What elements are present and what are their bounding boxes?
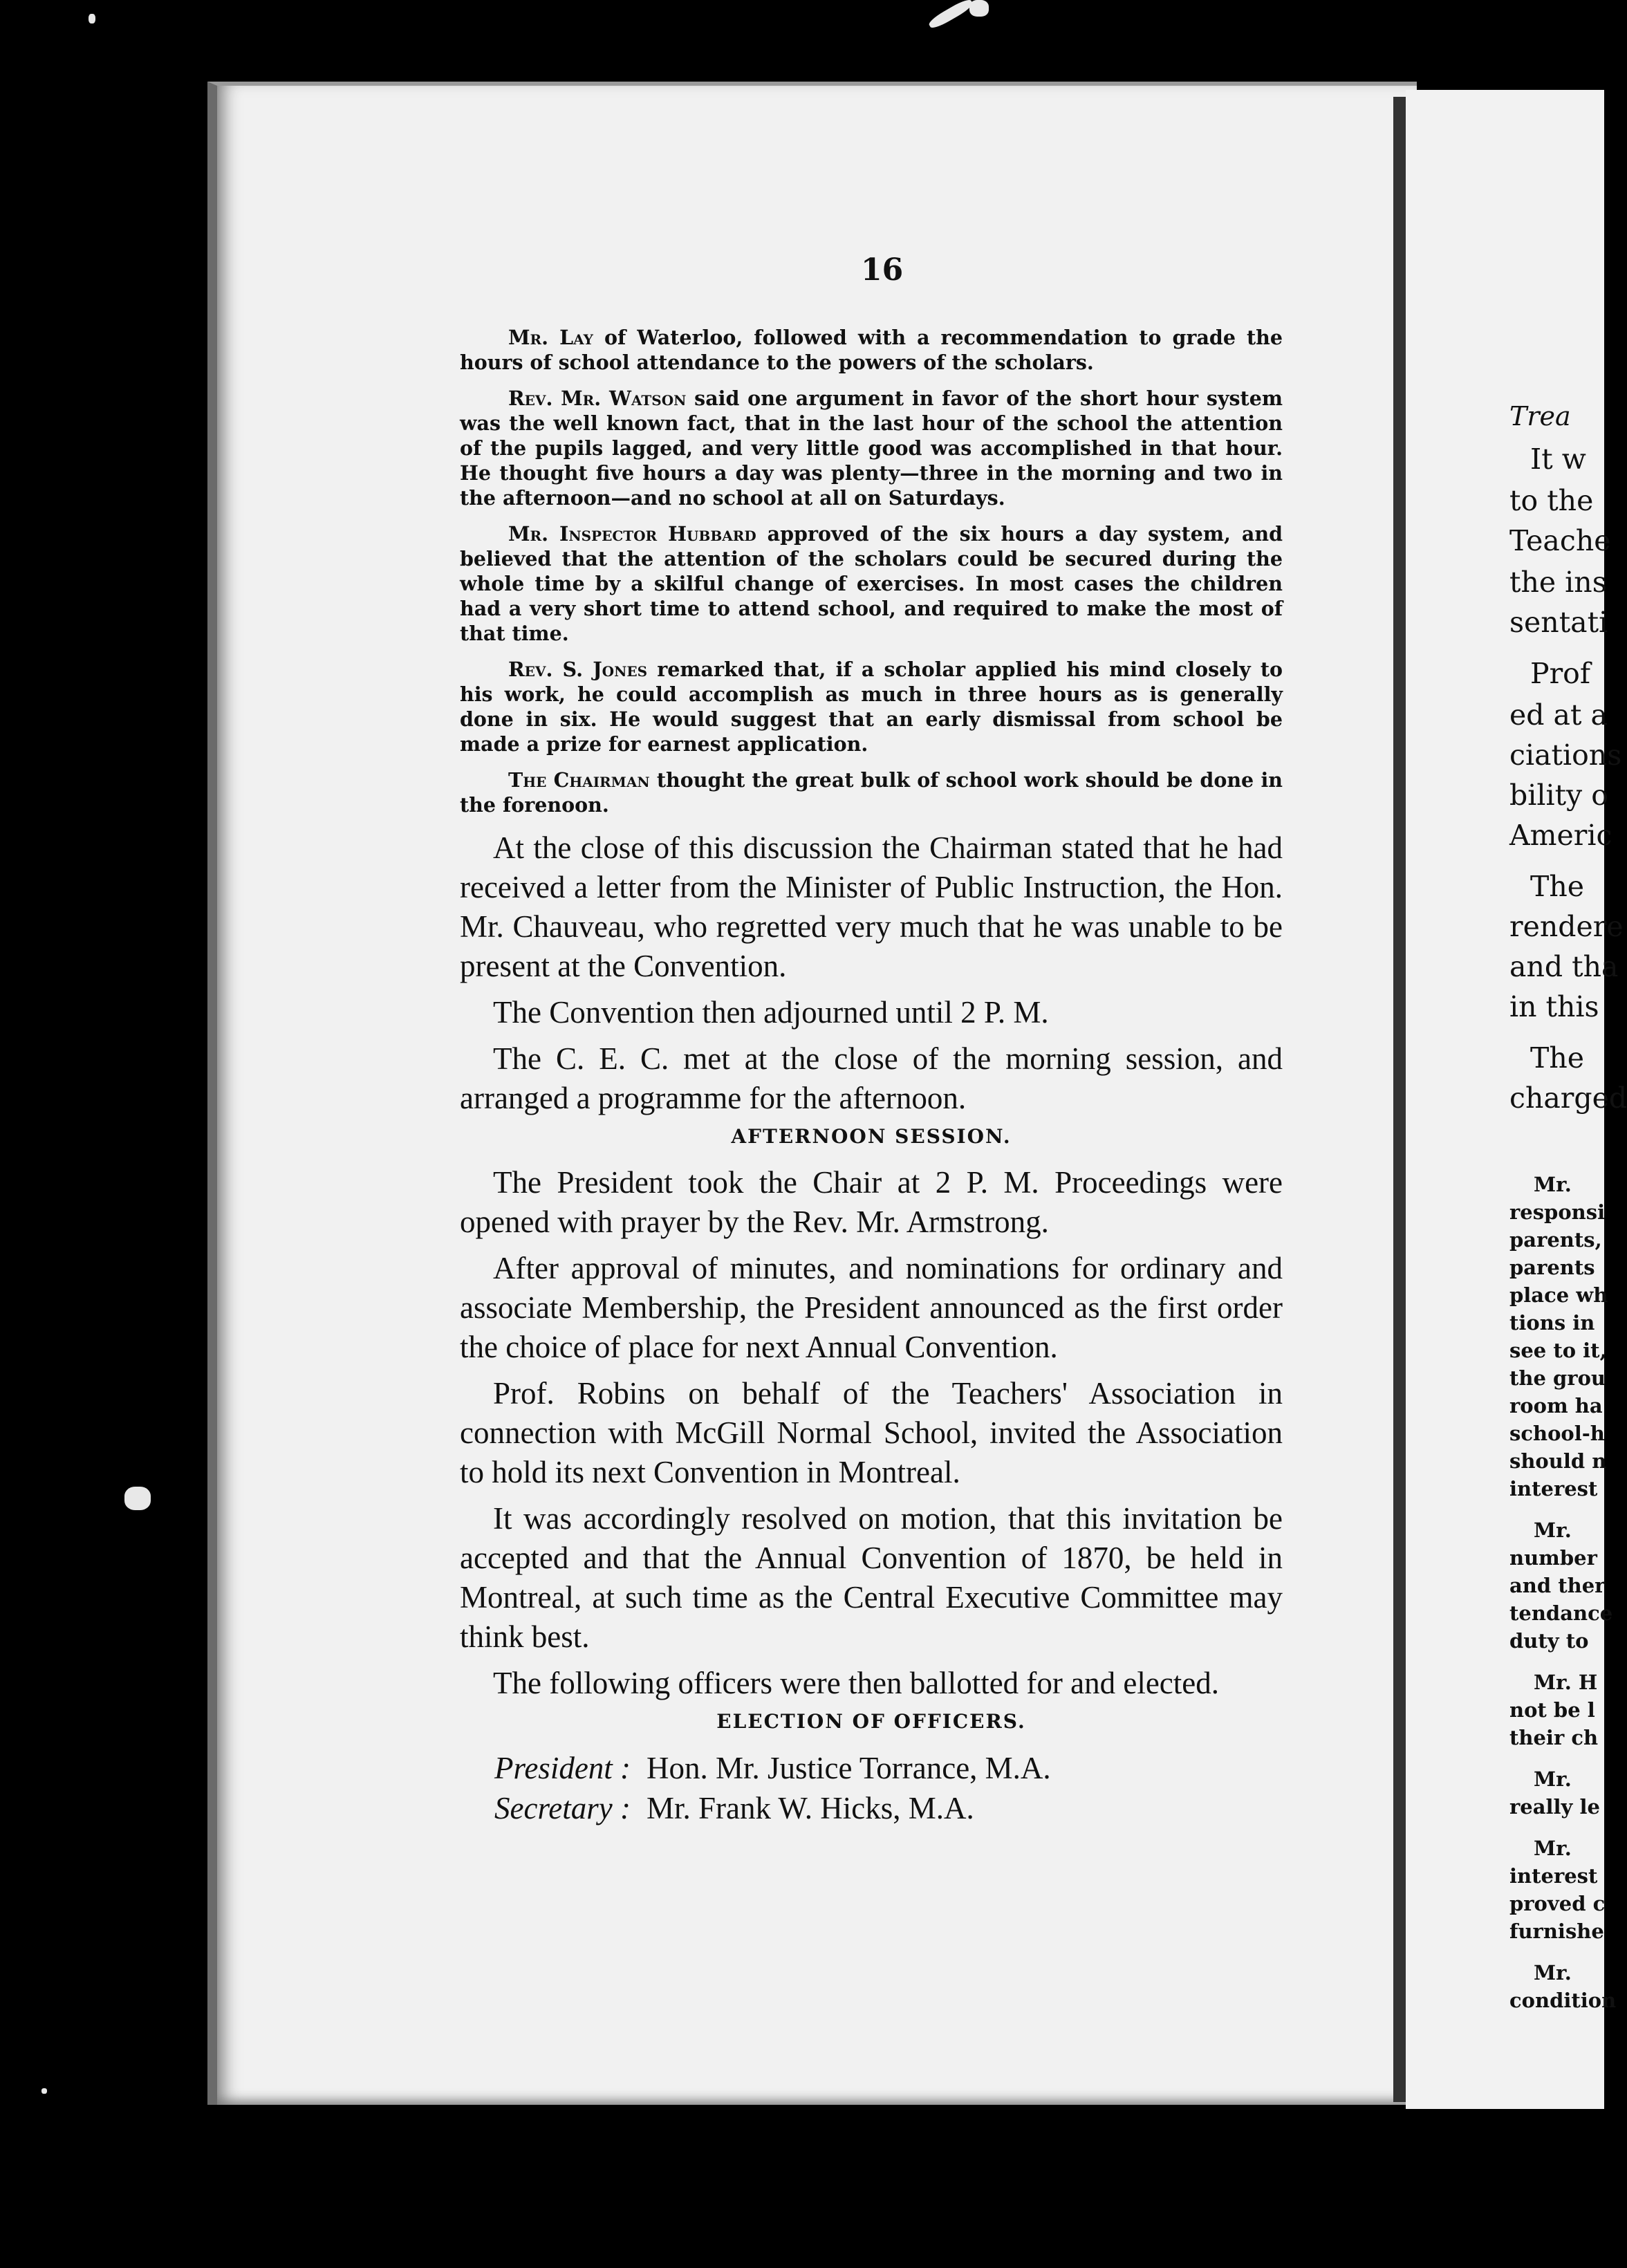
discussion-paragraph	[460, 386, 1283, 510]
facing-page-text: Mr.	[1534, 1173, 1572, 1196]
facing-page-text: rendere	[1509, 910, 1624, 943]
paragraph-text: remarked that, if a scholar applied his mind closely to his work, he could accomplish as much in three hours as is generally done in six. He would suggest that an early dismissal from school be made a prize for earnest application.	[460, 658, 1283, 756]
page-body	[460, 249, 1283, 1828]
page-gutter	[1393, 97, 1406, 2102]
facing-page-text: school-h	[1509, 1422, 1605, 1445]
scan-speck	[41, 2088, 47, 2094]
facing-page-text: tendance	[1509, 1601, 1613, 1625]
facing-page-text: interest	[1509, 1864, 1598, 1888]
facing-page-text: and ther	[1509, 1574, 1606, 1597]
facing-page-text: to the	[1509, 484, 1594, 517]
right-page-fragment	[1406, 90, 1627, 2109]
facing-page-text: ed at a	[1509, 698, 1608, 732]
facing-page-text: number	[1509, 1546, 1597, 1570]
facing-page-text: responsi	[1509, 1200, 1606, 1224]
facing-page-text: place wh	[1509, 1283, 1608, 1307]
facing-page-text: The	[1530, 1041, 1585, 1075]
facing-page-text: parents	[1509, 1256, 1595, 1279]
facing-page-text: the grou	[1509, 1366, 1606, 1390]
facing-page-text: should n	[1509, 1449, 1607, 1473]
facing-page-text: Mr.	[1534, 1837, 1572, 1860]
paragraph-text: of Waterloo, followed with a recommendation to grade the hours of school attendance to the powers of the scholars.	[460, 326, 1283, 374]
facing-page-text: Trea	[1509, 401, 1571, 431]
body-paragraph: Prof. Robins on behalf of the Teachers' Association in connection with McGill Normal School, invited the Association to hold its next Convention in Montreal.	[460, 1376, 1283, 1489]
facing-page-text: tions in	[1509, 1311, 1595, 1335]
paragraph-text: thought the great bulk of school work should be done in the forenoon.	[460, 768, 1283, 817]
speaker-name: Rev. S. Jones	[508, 658, 648, 681]
body-paragraph: At the close of this discussion the Chairman stated that he had received a letter from the Minister of Public Instruction, the Hon. Mr. Chauveau, who regretted very much that he was unable to be present at the Convention.	[460, 830, 1283, 983]
facing-page-text: Americ	[1509, 819, 1612, 852]
officer-name: Hon. Mr. Justice Torrance, M.A.	[647, 1751, 1051, 1785]
page-number: 16	[861, 252, 904, 288]
officer-name: Mr. Frank W. Hicks, M.A.	[647, 1791, 974, 1825]
body-paragraph: The C. E. C. met at the close of the morning session, and arranged a programme for the afternoon.	[460, 1041, 1283, 1115]
facing-page-text: duty to	[1509, 1629, 1589, 1653]
facing-page-text: It w	[1530, 443, 1586, 476]
facing-page-text: Mr.	[1534, 1518, 1572, 1542]
facing-page-text: the ins	[1509, 566, 1607, 599]
facing-page-text: Mr. H	[1534, 1671, 1598, 1694]
scan-speck	[89, 14, 95, 24]
facing-page-text: Mr.	[1534, 1961, 1572, 1984]
facing-page-text: in this	[1509, 990, 1599, 1023]
facing-page-text: not be l	[1509, 1698, 1595, 1722]
facing-page-text: their ch	[1509, 1726, 1599, 1749]
scan-speck	[927, 0, 975, 30]
facing-page-text: ciations	[1509, 738, 1622, 772]
body-paragraph: After approval of minutes, and nominations for ordinary and associate Membership, the President announced as the first order the choice of place for next Annual Convention.	[460, 1251, 1283, 1364]
facing-page-text: Mr.	[1534, 1767, 1572, 1791]
facing-page-text: Teache	[1509, 524, 1611, 557]
section-heading: AFTERNOON SESSION.	[731, 1125, 1012, 1148]
election-heading: ELECTION OF OFFICERS.	[716, 1710, 1026, 1733]
facing-page-text: parents,	[1509, 1228, 1602, 1252]
facing-page-text: charged	[1509, 1081, 1627, 1115]
officer-row	[460, 1748, 1283, 1788]
facing-page-text: Prof	[1530, 657, 1591, 690]
body-paragraph: It was accordingly resolved on motion, that this invitation be accepted and that the Annual Convention of 1870, be held in Montreal, at such time as the Central Executive Committee may think best.	[460, 1501, 1283, 1654]
facing-page-text: room ha	[1509, 1394, 1603, 1418]
speaker-name: Mr. Lay	[508, 326, 593, 349]
officer-row	[460, 1788, 1283, 1828]
discussion-paragraph	[460, 521, 1283, 646]
discussion-paragraph	[460, 768, 1283, 817]
facing-page-text: bility o	[1509, 779, 1608, 812]
facing-page-text: furnishe	[1509, 1920, 1604, 1943]
facing-page-text: and tha	[1509, 950, 1619, 983]
speaker-name: Mr. Inspector Hubbard	[508, 522, 756, 546]
facing-page-text: see to it,	[1509, 1339, 1607, 1362]
facing-page-text: really le	[1509, 1795, 1600, 1819]
facing-page-text: proved c	[1509, 1892, 1606, 1915]
facing-page-text: sentati	[1509, 606, 1608, 639]
scan-speck	[969, 0, 989, 17]
discussion-paragraph	[460, 657, 1283, 756]
body-paragraph: The following officers were then ballotted for and elected.	[493, 1666, 1220, 1700]
paragraph-text: said one argument in favor of the short hour system was the well known fact, that in the last hour of the school the attention of the pupils lagged, and very little good was accomplished in that hour. He thought five hours a day was plenty—three in the morning and two in the afternoon—and no school at all on Saturdays.	[460, 387, 1283, 510]
body-paragraph: The Convention then adjourned until 2 P. M.	[493, 995, 1049, 1030]
officer-role: President :	[494, 1751, 631, 1785]
facing-page-text: condition	[1509, 1989, 1617, 2012]
scan-speck	[124, 1487, 151, 1510]
facing-page-text: interest	[1509, 1477, 1598, 1500]
facing-page-text: The	[1530, 870, 1585, 903]
paragraph-text: approved of the six hours a day system, and believed that the attention of the scholars could be secured during the whole time by a skilful change of exercises. In most cases the children had a very short time to attend school, and required to make the most of that time.	[460, 522, 1283, 645]
officer-role: Secretary :	[494, 1791, 631, 1825]
speaker-name: Rev. Mr. Watson	[508, 387, 687, 410]
body-paragraph: The President took the Chair at 2 P. M. Proceedings were opened with prayer by the Rev. Mr. Armstrong.	[460, 1165, 1283, 1239]
discussion-paragraph	[460, 325, 1283, 375]
speaker-name: The Chairman	[508, 768, 650, 792]
